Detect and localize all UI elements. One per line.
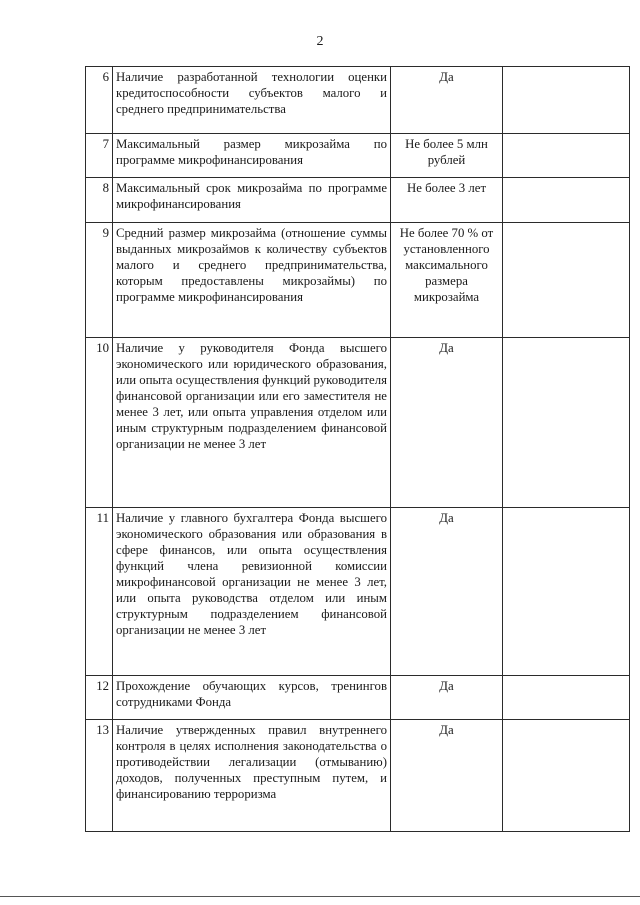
criteria-table: [85, 66, 630, 832]
row-number: 9: [86, 223, 113, 338]
table-row: [86, 223, 630, 338]
table-row: [86, 338, 630, 508]
criterion-value: Не более 3 лет: [391, 178, 503, 223]
criterion-value: Да: [391, 67, 503, 134]
table-row: [86, 508, 630, 676]
criterion-text: Наличие у руководителя Фонда высшего экономического или юридического образования, или опыта осуществления функций руководителя финансовой организации или его заместителя не менее 3 лет, или опыта управления отделом или иным структурным подразделением финансовой организации не менее 3 лет: [113, 338, 391, 508]
empty-cell: [503, 508, 630, 676]
criterion-value: Не более 70 % от установленного максимального размера микрозайма: [391, 223, 503, 338]
criterion-text: Прохождение обучающих курсов, тренингов сотрудниками Фонда: [113, 676, 391, 720]
page-number: 2: [316, 34, 324, 49]
criterion-text: Наличие у главного бухгалтера Фонда высшего экономического образования или образования в сфере финансов, или опыта осуществления функций члена ревизионной комиссии микрофинансовой организации не менее 3 лет, или опыта руководства отделом или иным структурным подразделением финансовой организации не менее 3 лет: [113, 508, 391, 676]
empty-cell: [503, 720, 630, 832]
empty-cell: [503, 67, 630, 134]
table-row: [86, 178, 630, 223]
table-row: [86, 134, 630, 178]
criterion-text: Максимальный размер микрозайма по программе микрофинансирования: [113, 134, 391, 178]
criterion-value: Не более 5 млн рублей: [391, 134, 503, 178]
empty-cell: [503, 338, 630, 508]
page-bottom-rule: [0, 896, 640, 897]
row-number: 10: [86, 338, 113, 508]
criterion-text: Наличие разработанной технологии оценки кредитоспособности субъектов малого и среднего предпринимательства: [113, 67, 391, 134]
criterion-value: Да: [391, 676, 503, 720]
criterion-value: Да: [391, 338, 503, 508]
criterion-text: Наличие утвержденных правил внутреннего контроля в целях исполнения законодательства о противодействии легализации (отмыванию) доходов, полученных преступным путем, и финансированию терроризма: [113, 720, 391, 832]
row-number: 7: [86, 134, 113, 178]
row-number: 11: [86, 508, 113, 676]
table-row: [86, 676, 630, 720]
criterion-value: Да: [391, 720, 503, 832]
criterion-text: Средний размер микрозайма (отношение суммы выданных микрозаймов к количеству субъектов малого и среднего предпринимательства, которым предоставлены микрозаймы) по программе микрофинансирования: [113, 223, 391, 338]
table-row: [86, 720, 630, 832]
empty-cell: [503, 676, 630, 720]
row-number: 6: [86, 67, 113, 134]
empty-cell: [503, 134, 630, 178]
row-number: 12: [86, 676, 113, 720]
table-row: [86, 67, 630, 134]
row-number: 8: [86, 178, 113, 223]
row-number: 13: [86, 720, 113, 832]
empty-cell: [503, 178, 630, 223]
criterion-value: Да: [391, 508, 503, 676]
criterion-text: Максимальный срок микрозайма по программе микрофинансирования: [113, 178, 391, 223]
empty-cell: [503, 223, 630, 338]
